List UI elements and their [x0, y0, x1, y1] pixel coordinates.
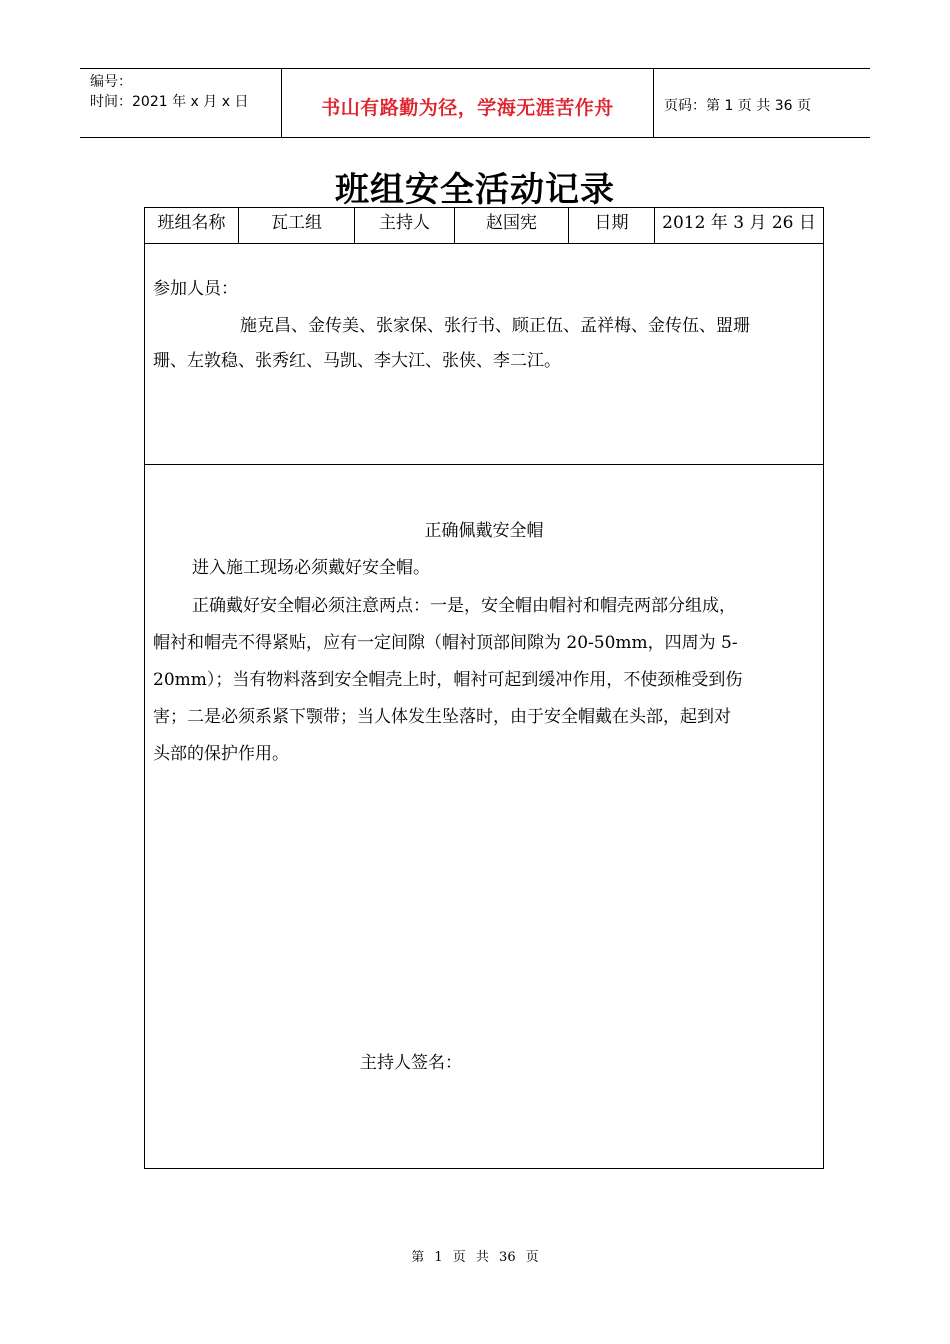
content-line: 头部的保护作用。 — [153, 744, 289, 764]
page-footer: 第 1 页 共 36 页 — [411, 1250, 539, 1265]
info-row — [145, 208, 823, 244]
participants-section — [145, 244, 823, 465]
header-page-cell — [654, 69, 870, 137]
participants-label: 参加人员： — [153, 279, 238, 299]
team-name-label: 班组名称 — [145, 208, 239, 243]
signature-label: 主持人签名： — [360, 1053, 462, 1073]
header-info-cell — [80, 69, 282, 137]
content-line: 进入施工现场必须戴好安全帽。 — [192, 558, 430, 578]
topic-title: 正确佩戴安全帽 — [424, 521, 544, 541]
participants-line-2: 珊、左敦稳、张秀红、马凯、李大江、张侠、李二江。 — [153, 351, 561, 371]
host-label: 主持人 — [355, 208, 455, 243]
header-motto-cell — [282, 69, 654, 137]
page-code: 页码：第 1 页 共 36 页 — [664, 98, 811, 114]
date-value: 2012 年 3 月 26 日 — [662, 213, 816, 233]
content-line: 害；二是必须系紧下颚带；当人体发生坠落时，由于安全帽戴在头部，起到对 — [153, 707, 731, 727]
document-header — [80, 68, 870, 138]
activity-record-form — [144, 207, 824, 1169]
content-line: 正确戴好安全帽必须注意两点：一是，安全帽由帽衬和帽壳两部分组成， — [192, 596, 736, 616]
content-line: 帽衬和帽壳不得紧贴，应有一定间隙（帽衬顶部间隙为 20-50mm，四周为 5- — [153, 633, 738, 653]
motto-text: 书山有路勤为径，学海无涯苦作舟 — [321, 97, 614, 119]
team-name-value: 瓦工组 — [239, 208, 355, 243]
participants-line-1: 施克昌、金传美、张家保、张行书、顾正伍、孟祥梅、金传伍、盟珊 — [240, 316, 750, 336]
activity-content-section — [145, 465, 823, 1168]
content-line: 20mm）；当有物料落到安全帽壳上时，帽衬可起到缓冲作用，不使颈椎受到伤 — [153, 670, 743, 690]
document-title: 班组安全活动记录 — [335, 170, 615, 210]
time-label: 时间：2021 年 x 月 x 日 — [90, 94, 249, 110]
date-label: 日期 — [569, 208, 655, 243]
serial-label: 编号： — [90, 74, 132, 90]
host-value: 赵国宪 — [455, 208, 569, 243]
